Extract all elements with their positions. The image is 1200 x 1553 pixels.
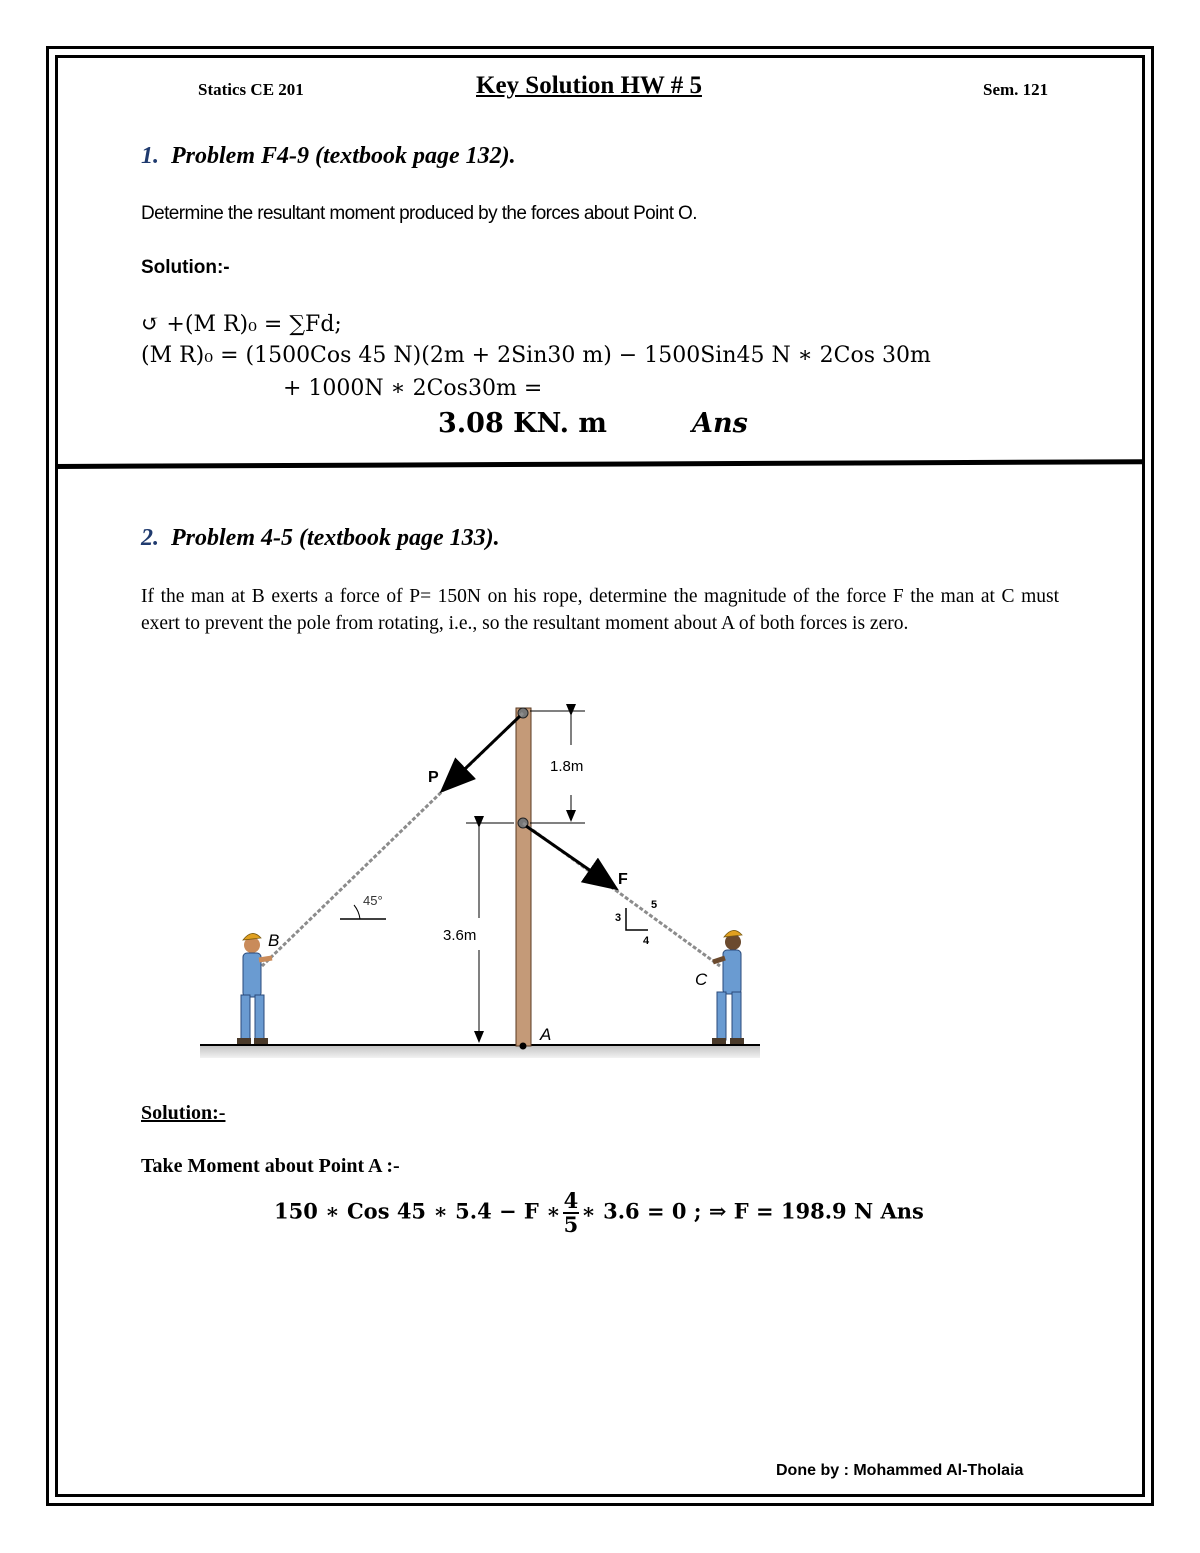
- problem1-equation-line2: (M R)₀ = (1500Cos 45 N)(2m + 2Sin30 m) − 1500Sin45 N ∗ 2Cos 30m: [141, 343, 931, 368]
- label-a: A: [540, 1025, 552, 1044]
- problem1-statement: Determine the resultant moment produced by the forces about Point O.: [141, 203, 697, 224]
- problem2-statement: If the man at B exerts a force of P= 150N on his rope, determine the magnitude of the force F the man at C must exert to prevent the pole from rotating, i.e., so the resultant moment about A of both forces is zero.: [141, 586, 1059, 634]
- problem2-equation-part1: 150 ∗ Cos 45 ∗ 5.4 − F ∗: [274, 1198, 561, 1224]
- angle-arc: [354, 905, 360, 919]
- problem2-heading: [141, 525, 500, 552]
- problem2-equation-part2: ∗ 3.6 = 0 ; ⇒ F = 198.9 N Ans: [581, 1198, 924, 1224]
- problem1-answer-value: 3.08 KN. m: [438, 408, 607, 439]
- semester-label: Sem. 121: [983, 80, 1049, 99]
- problem1-title: Problem F4-9 (textbook page 132).: [171, 143, 516, 169]
- dim-top-label: 1.8m: [550, 758, 584, 775]
- label-c: C: [695, 970, 708, 989]
- fraction-numerator: 4: [563, 1188, 579, 1213]
- label-f: F: [618, 871, 628, 888]
- force-p-arrow: [444, 716, 520, 789]
- fraction-denominator: 5: [563, 1212, 579, 1237]
- force-f-arrow: [526, 826, 614, 887]
- problem2-equation: [274, 1190, 924, 1236]
- angle-label: 45°: [363, 893, 383, 908]
- slope-label-3: 3: [615, 912, 622, 924]
- label-b: B: [268, 931, 280, 950]
- author-credit: Done by : Mohammed Al-Tholaia: [776, 1462, 1024, 1479]
- pole: [516, 708, 531, 1046]
- problem1-answer-tag: Ans: [692, 408, 748, 439]
- course-label: Statics CE 201: [198, 80, 304, 99]
- point-a-dot: [520, 1043, 527, 1050]
- problem1-equation-line1: ↺ +(M R)₀ = ∑Fd;: [141, 312, 342, 337]
- worker-b-figure: [237, 933, 272, 1044]
- slope-label-5: 5: [651, 899, 658, 911]
- page-title: Key Solution HW # 5: [476, 72, 702, 99]
- pole-rope-figure: [150, 695, 770, 1065]
- problem1-number: 1.: [141, 143, 159, 169]
- problem1-heading: [141, 143, 516, 170]
- problem2-number: 2.: [141, 525, 159, 551]
- ground-shadow: [200, 1044, 760, 1058]
- problem1-solution-label: Solution:-: [141, 257, 230, 278]
- label-p: P: [428, 769, 439, 786]
- problem1-equation-line3: + 1000N ∗ 2Cos30m =: [283, 376, 543, 401]
- take-moment-label: Take Moment about Point A :-: [141, 1155, 400, 1177]
- problem2-title: Problem 4-5 (textbook page 133).: [171, 525, 500, 551]
- dim-height-label: 3.6m: [443, 927, 477, 944]
- fraction-four-fifths: [563, 1190, 580, 1236]
- problem2-solution-label: Solution:-: [141, 1102, 226, 1124]
- worker-c-figure: [712, 930, 744, 1044]
- slope-label-4: 4: [643, 935, 650, 947]
